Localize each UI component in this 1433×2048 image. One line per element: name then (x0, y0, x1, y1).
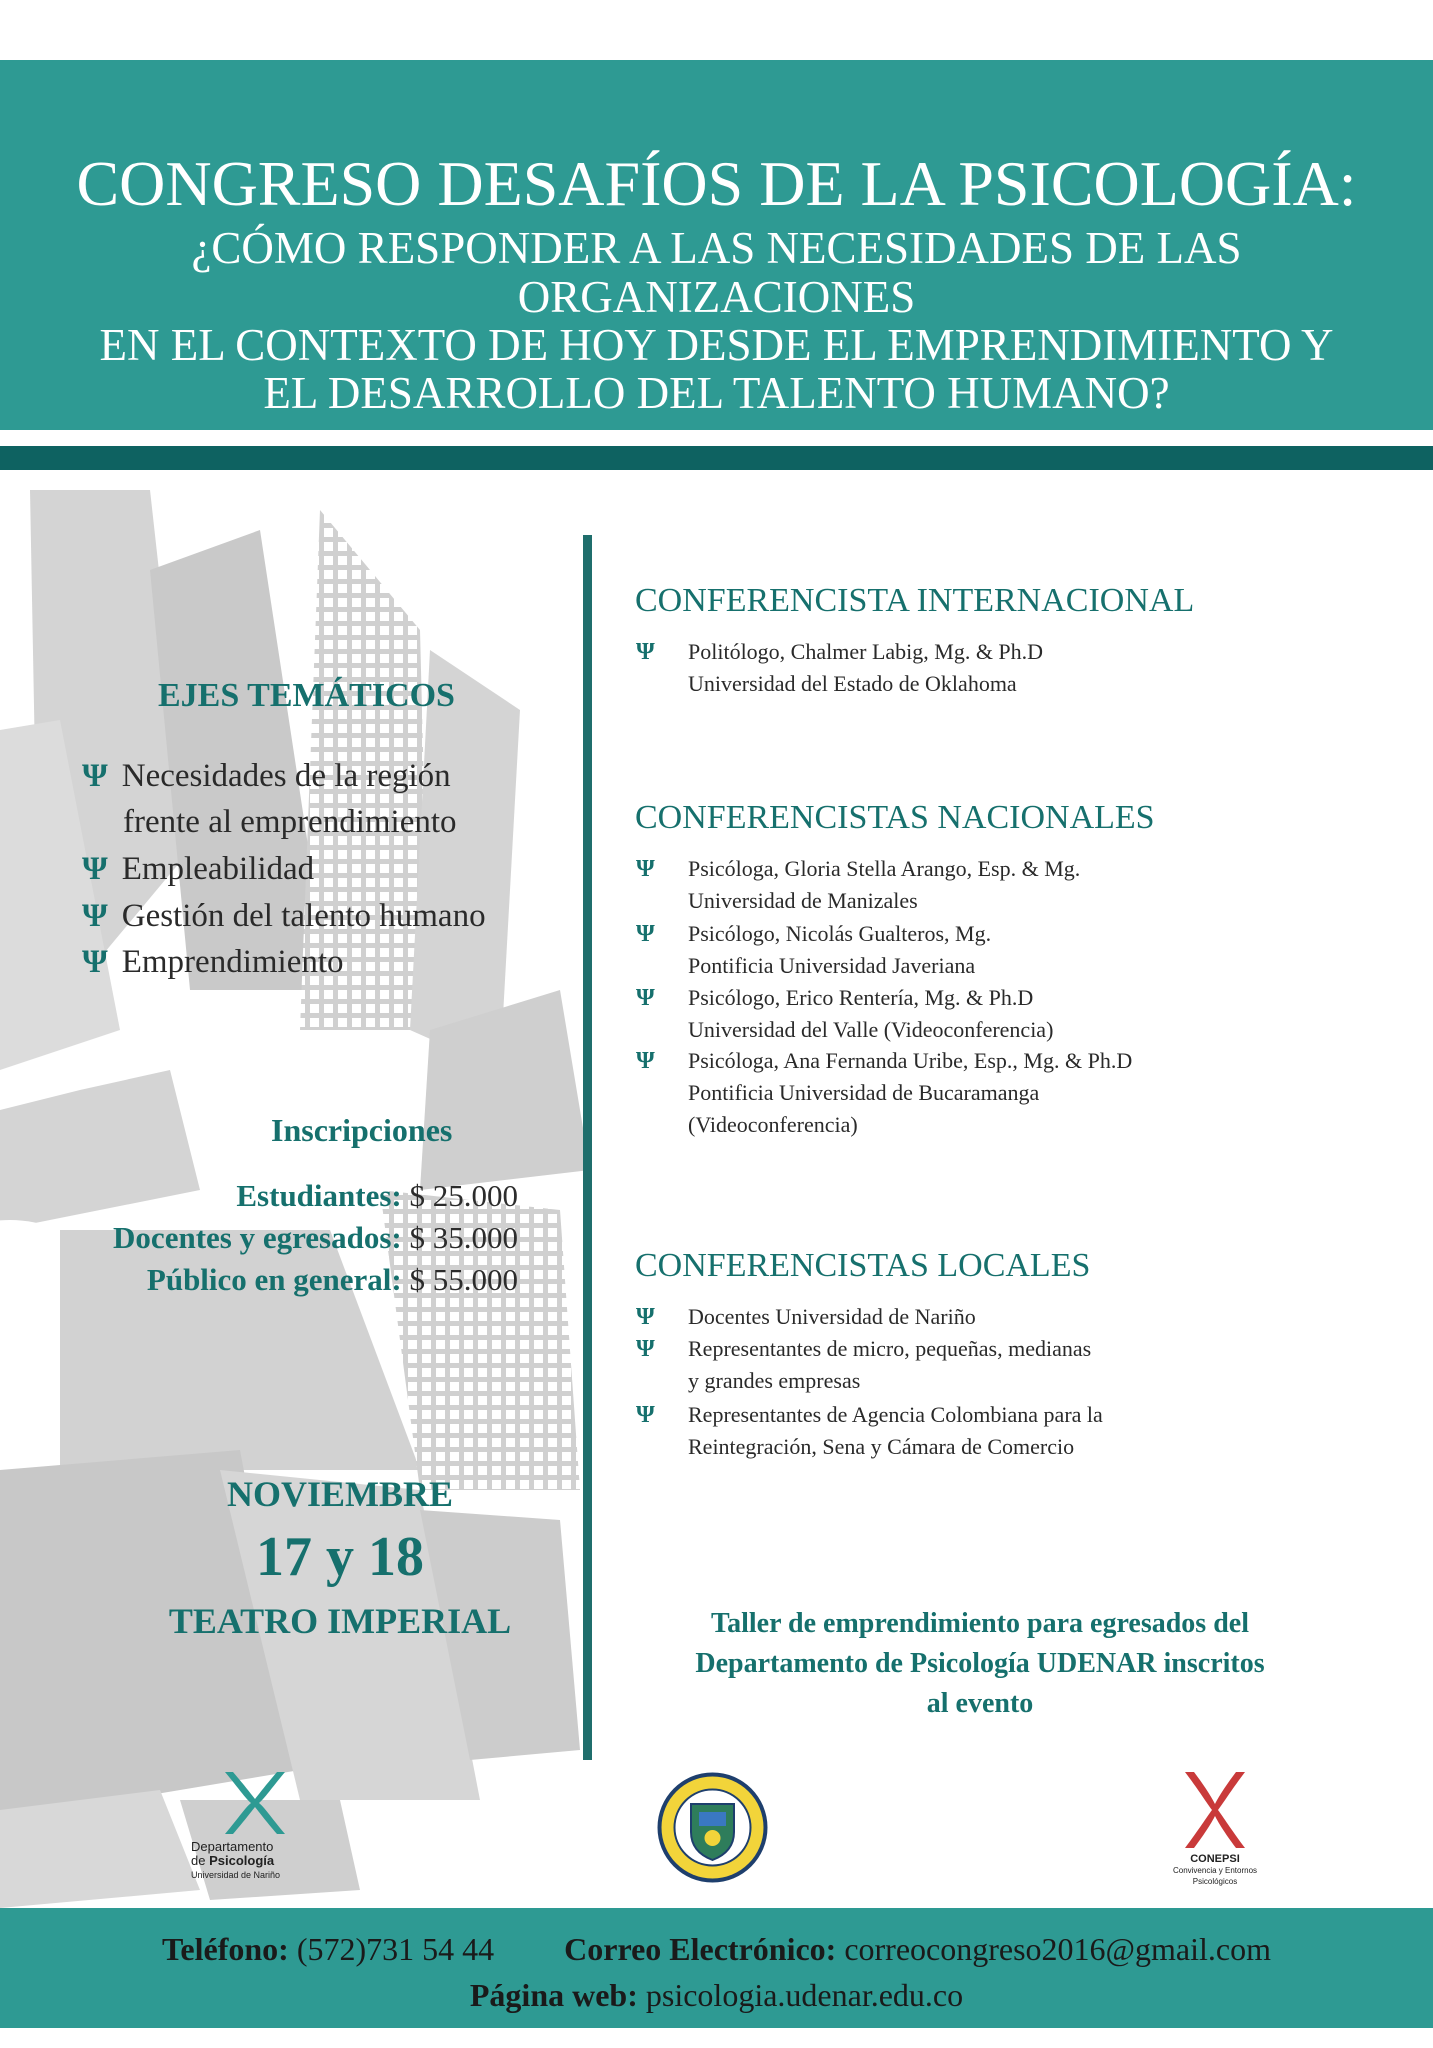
web-link[interactable]: psicologia.udenar.edu.co (645, 1977, 964, 2013)
nacionales-heading: CONFERENCISTAS NACIONALES (635, 799, 1155, 836)
event-month: NOVIEMBRE (226, 1474, 454, 1514)
psicologia-x-icon (185, 1770, 325, 1836)
speaker-affiliation: Pontificia Universidad Javeriana (688, 953, 976, 978)
phone-label: Teléfono: (162, 1931, 289, 1967)
psi-bullet-icon: Ψ (636, 1304, 655, 1330)
phone-number: (572)731 54 44 (296, 1931, 495, 1967)
eje-item-continued: frente al emprendimiento (123, 804, 457, 840)
price-row-docentes: Docentes y egresados: $ 35.000 (113, 1220, 518, 1255)
eje-item: Ψ Empleabilidad (82, 851, 315, 887)
title-line-1: CONGRESO DESAFÍOS DE LA PSICOLOGÍA: (76, 148, 1357, 219)
title-line-3: EN EL CONTEXTO DE HOY DESDE EL EMPRENDIMIENTO Y (99, 319, 1334, 370)
psi-bullet-icon: Ψ (82, 758, 108, 794)
speaker-affiliation: Pontificia Universidad de Bucaramanga (688, 1080, 1040, 1105)
university-seal-icon (655, 1770, 770, 1885)
psicologia-department-logo: Departamento de Psicología Universidad de Nariño (185, 1770, 325, 1900)
eje-item: Ψ Emprendimiento (82, 944, 344, 980)
taller-note: Taller de emprendimiento para egresados del Departamento de Psicología UDENAR inscritos al evento (695, 1608, 1265, 1719)
speaker-affiliation: Universidad del Estado de Oklahoma (688, 671, 1017, 696)
event-days: 17 y 18 (256, 1526, 424, 1588)
speaker-name: Psicóloga, Gloria Stella Arango, Esp. & Mg. (688, 856, 1081, 881)
price-row-publico: Público en general: $ 55.000 (146, 1262, 518, 1297)
email-label: Correo Electrónico: (564, 1931, 837, 1967)
psi-bullet-icon: Ψ (636, 856, 655, 882)
conepsi-x-icon (1160, 1770, 1270, 1850)
speaker-name: Politólogo, Chalmer Labig, Mg. & Ph.D (688, 639, 1044, 664)
psi-bullet-icon: Ψ (636, 921, 655, 947)
event-venue: TEATRO IMPERIAL (168, 1601, 512, 1641)
speaker-name: Representantes de micro, pequeñas, medianas (688, 1336, 1092, 1361)
psi-bullet-icon: Ψ (636, 1402, 655, 1428)
locales-heading: CONFERENCISTAS LOCALES (635, 1247, 1091, 1284)
internacional-heading: CONFERENCISTA INTERNACIONAL (635, 582, 1195, 619)
speaker-name: Docentes Universidad de Nariño (688, 1304, 976, 1329)
conepsi-logo: CONEPSI Convivencia y Entornos Psicológicos (1160, 1770, 1270, 1900)
speaker-note: (Videoconferencia) (688, 1112, 858, 1137)
vertical-divider (583, 535, 592, 1760)
title-line-4: EL DESARROLLO DEL TALENTO HUMANO? (263, 367, 1170, 418)
speaker-affiliation: Universidad de Manizales (688, 888, 918, 913)
speaker-name-continued: Reintegración, Sena y Cámara de Comercio (688, 1434, 1075, 1459)
universidad-narino-seal (655, 1770, 770, 1885)
psi-bullet-icon: Ψ (82, 851, 108, 887)
psi-bullet-icon: Ψ (636, 639, 655, 665)
psi-bullet-icon: Ψ (636, 985, 655, 1011)
speaker-name: Psicólogo, Nicolás Gualteros, Mg. (688, 921, 992, 946)
psi-bullet-icon: Ψ (82, 898, 108, 934)
header-divider-band (0, 446, 1433, 470)
title-line-2: ¿CÓMO RESPONDER A LAS NECESIDADES DE LAS ORGANIZACIONES (191, 223, 1242, 322)
eje-item: Ψ Necesidades de la región (82, 758, 451, 794)
page-title (0, 150, 1433, 417)
speaker-name-continued: y grandes empresas (688, 1368, 861, 1393)
footer-contact-line (0, 1931, 1433, 1968)
ejes-heading: EJES TEMÁTICOS (158, 677, 455, 714)
speaker-affiliation: Universidad del Valle (Videoconferencia) (688, 1017, 1054, 1042)
web-label: Página web: (469, 1977, 638, 2013)
price-row-estudiantes: Estudiantes: $ 25.000 (236, 1178, 518, 1213)
speaker-name: Psicóloga, Ana Fernanda Uribe, Esp., Mg. & Ph.D (688, 1048, 1133, 1073)
eje-item: Ψ Gestión del talento humano (82, 898, 486, 934)
psi-bullet-icon: Ψ (636, 1336, 655, 1362)
inscripciones-heading: Inscripciones (271, 1112, 453, 1148)
psi-bullet-icon: Ψ (82, 944, 108, 980)
speaker-name: Psicólogo, Erico Rentería, Mg. & Ph.D (688, 985, 1034, 1010)
speaker-name: Representantes de Agencia Colombiana para la (688, 1402, 1103, 1427)
psi-bullet-icon: Ψ (636, 1048, 655, 1074)
email-address[interactable]: correocongreso2016@gmail.com (844, 1931, 1271, 1967)
footer-web-line (0, 1977, 1433, 2014)
